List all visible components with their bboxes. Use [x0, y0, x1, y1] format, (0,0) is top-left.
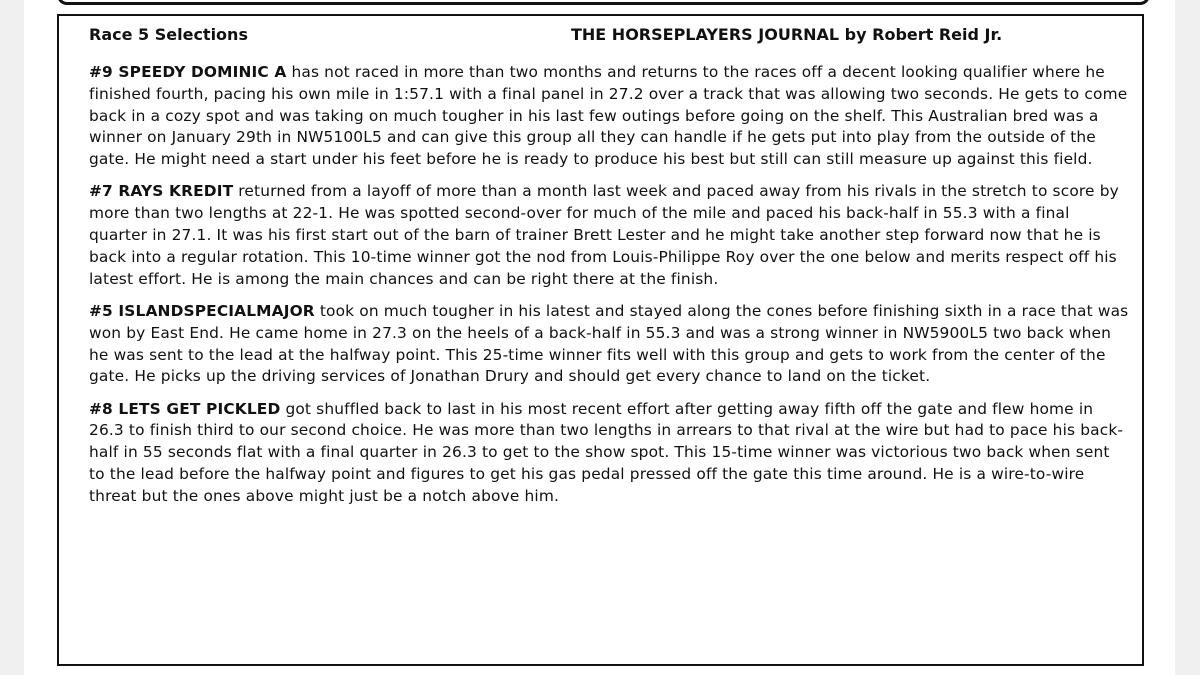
selection-paragraph [89, 301, 1129, 388]
horse-name: #9 SPEEDY DOMINIC A [89, 63, 287, 81]
previous-section-border [57, 0, 1150, 5]
document-page [24, 0, 1175, 675]
horse-name: #5 ISLANDSPECIALMAJOR [89, 301, 315, 320]
selection-paragraph [89, 399, 1129, 508]
selection-text: returned from a layoff of more than a month last week and paced away from his rivals in the stretch to score by more than two lengths at 22-1. He was spotted second-over for much of the mile and paced his back-half in 55.3 with a final quarter in 27.1. It was his first start out of the barn of trainer Brett Lester and he might take another step forward now that he is back into a regular rotation. This 10-time winner got the nod from Louis-Philippe Roy over the one below and merits respect off his latest effort. He is among the main chances and can be right there at the finish. [89, 182, 1119, 288]
article-body [89, 62, 1129, 518]
selection-paragraph [89, 62, 1129, 171]
selection-text: has not raced in more than two months and returns to the races off a decent looking qualifier where he finished fourth, pacing his own mile in 1:57.1 with a final panel in 27.2 over a track that was allowing two seconds. He gets to come back in a cozy spot and was taking on much tougher in his last few outings before going on the shelf. This Australian bred was a winner on January 29th in NW5100L5 and can give this group all they can handle if he gets put into play from the outside of the gate. He might need a start under his feet before he is ready to produce his best but still can still measure up against this field. [89, 63, 1128, 169]
publication-title: THE HORSEPLAYERS JOURNAL by Robert Reid Jr. [571, 25, 1003, 44]
selection-paragraph [89, 181, 1129, 290]
left-margin [0, 0, 24, 675]
article-header [89, 25, 1099, 49]
right-margin [1175, 0, 1200, 675]
selection-text: took on much tougher in his latest and stayed along the cones before finishing sixth in a race that was won by East End. He came home in 27.3 on the heels of a back-half in 55.3 and was a strong winner in NW5900L5 two back when he was sent to the lead at the halfway point. This 25-time winner fits well with this group and gets to work from the center of the gate. He picks up the driving services of Jonathan Drury and should get every chance to land on the ticket. [89, 301, 1129, 386]
selection-text: got shuffled back to last in his most recent effort after getting away fifth off the gate and flew home in 26.3 to finish third to our second choice. He was more than two lengths in arrears to that rival at the wire but had to pace his back-half in 55 seconds flat with a final quarter in 26.3 to get to the show spot. This 15-time winner was victorious two back when sent to the lead before the halfway point and figures to get his gas pedal pressed off the gate this time around. He is a wire-to-wire threat but the ones above might just be a notch above him. [89, 399, 1124, 505]
article-box [57, 14, 1144, 666]
horse-name: #8 LETS GET PICKLED [89, 399, 281, 418]
horse-name: #7 RAYS KREDIT [89, 182, 234, 201]
race-title: Race 5 Selections [89, 25, 248, 44]
